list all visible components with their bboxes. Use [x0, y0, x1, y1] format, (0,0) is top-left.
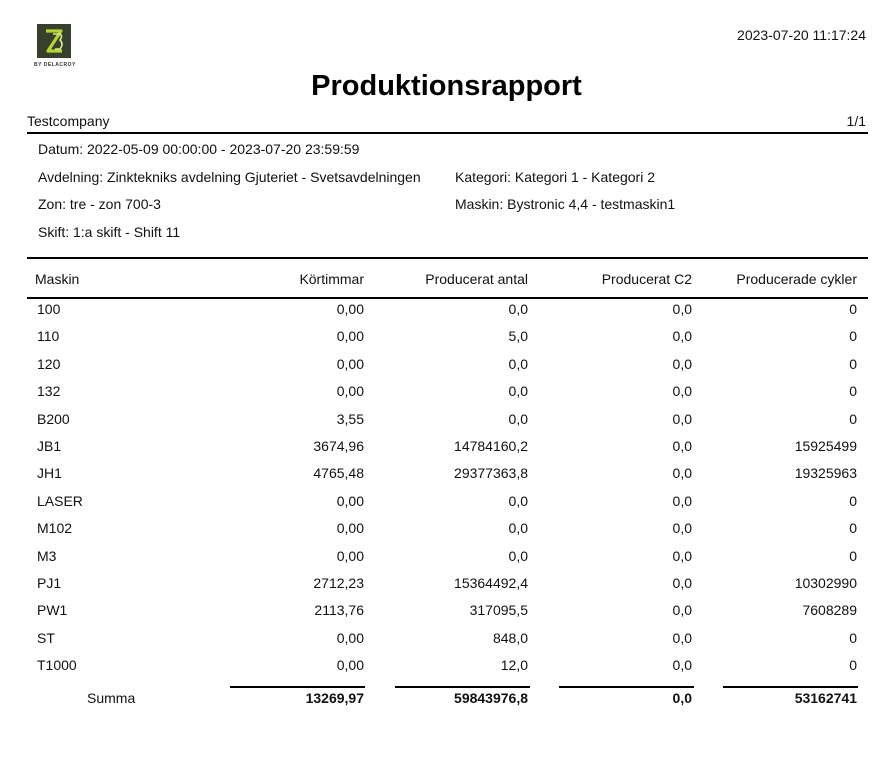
cell-producerade-cykler: 0	[849, 657, 857, 674]
cell-producerade-cykler: 10302990	[794, 575, 857, 591]
table-row	[0, 548, 893, 575]
cell-kortimmar: 0,00	[336, 355, 364, 372]
total-line	[559, 686, 694, 688]
filter-machine: Maskin: Bystronic 4,4 - testmaskin1	[455, 196, 676, 212]
cell-producerat-antal: 5,0	[508, 328, 528, 345]
cell-producerat-antal: 0,0	[508, 492, 528, 509]
cell-maskin: ST	[37, 629, 55, 646]
total-producerade-cykler: 53162741	[794, 690, 857, 706]
page-title: Produktionsrapport	[311, 70, 582, 102]
cell-producerat-antal: 0,0	[508, 355, 528, 372]
cell-producerat-c2: 0,0	[672, 575, 692, 591]
cell-producerat-c2: 0,0	[672, 547, 692, 564]
cell-producerat-antal: 0,0	[508, 301, 528, 317]
cell-producerade-cykler: 0	[849, 492, 857, 509]
cell-producerade-cykler: 0	[849, 383, 857, 400]
table-row	[0, 657, 893, 684]
cell-producerat-c2: 0,0	[672, 438, 692, 454]
total-kortimmar: 13269,97	[305, 690, 364, 706]
cell-producerat-c2: 0,0	[672, 629, 692, 646]
total-producerat-c2: 0,0	[672, 690, 692, 706]
cell-kortimmar: 0,00	[336, 657, 364, 674]
cell-kortimmar: 3,55	[336, 410, 364, 427]
cell-producerat-antal: 29377363,8	[454, 465, 528, 482]
cell-producerat-c2: 0,0	[672, 383, 692, 400]
cell-kortimmar: 4765,48	[313, 465, 364, 482]
cell-maskin: M102	[37, 520, 73, 537]
cell-kortimmar: 0,00	[336, 383, 364, 400]
table-row	[0, 575, 893, 602]
column-header-producerat-c2: Producerat C2	[601, 271, 692, 287]
cell-producerat-c2: 0,0	[672, 328, 692, 345]
column-header-producerat-antal: Producerat antal	[425, 271, 528, 287]
logo-tagline: BY DELACROY	[34, 62, 76, 68]
cell-maskin: PW1	[37, 602, 68, 619]
table-row	[0, 438, 893, 465]
cell-maskin: LASER	[37, 492, 83, 509]
cell-maskin: M3	[37, 547, 57, 564]
cell-kortimmar: 2712,23	[313, 575, 364, 591]
cell-producerat-antal: 0,0	[508, 410, 528, 427]
cell-producerade-cykler: 0	[849, 520, 857, 537]
cell-producerat-c2: 0,0	[672, 602, 692, 619]
total-line	[395, 686, 530, 688]
z-logo-icon	[37, 24, 71, 58]
cell-producerat-antal: 848,0	[492, 629, 528, 646]
cell-producerat-c2: 0,0	[672, 355, 692, 372]
cell-producerat-antal: 317095,5	[469, 602, 528, 619]
table-header-divider	[27, 297, 868, 299]
filter-date: Datum: 2022-05-09 00:00:00 - 2023-07-20 23:59:59	[38, 141, 360, 157]
total-producerat-antal: 59843976,8	[454, 690, 528, 706]
cell-producerat-c2: 0,0	[672, 410, 692, 427]
filter-department: Avdelning: Zinktekniks avdelning Gjuteriet - Svetsavdelningen	[38, 169, 421, 185]
cell-producerat-antal: 0,0	[508, 383, 528, 400]
cell-producerat-antal: 12,0	[500, 657, 528, 674]
cell-producerat-antal: 0,0	[508, 547, 528, 564]
table-row	[0, 465, 893, 492]
cell-producerade-cykler: 0	[849, 547, 857, 564]
header-divider	[27, 132, 868, 134]
cell-producerade-cykler: 0	[849, 355, 857, 372]
cell-producerade-cykler: 7608289	[802, 602, 857, 619]
cell-kortimmar: 0,00	[336, 547, 364, 564]
table-row	[0, 328, 893, 355]
cell-producerat-c2: 0,0	[672, 492, 692, 509]
cell-maskin: B200	[37, 410, 70, 427]
cell-maskin: 120	[37, 355, 61, 372]
cell-producerat-antal: 15364492,4	[454, 575, 528, 591]
cell-producerat-antal: 0,0	[508, 520, 528, 537]
cell-maskin: JB1	[37, 438, 62, 454]
cell-producerade-cykler: 15925499	[794, 438, 857, 454]
table-row	[0, 301, 893, 328]
table-row	[0, 493, 893, 520]
cell-maskin: 132	[37, 383, 61, 400]
company-name: Testcompany	[27, 113, 110, 129]
cell-kortimmar: 0,00	[336, 492, 364, 509]
cell-maskin: T1000	[37, 657, 77, 674]
cell-kortimmar: 0,00	[336, 301, 364, 317]
cell-kortimmar: 0,00	[336, 328, 364, 345]
total-line	[230, 686, 365, 688]
cell-producerat-c2: 0,0	[672, 520, 692, 537]
table-top-divider	[27, 257, 868, 259]
cell-maskin: JH1	[37, 465, 62, 482]
cell-producerat-antal: 14784160,2	[454, 438, 528, 454]
cell-producerade-cykler: 0	[849, 629, 857, 646]
cell-producerade-cykler: 19325963	[794, 465, 857, 482]
cell-kortimmar: 3674,96	[313, 438, 364, 454]
cell-producerade-cykler: 0	[849, 328, 857, 345]
cell-producerade-cykler: 0	[849, 410, 857, 427]
table-row	[0, 356, 893, 383]
filter-zone: Zon: tre - zon 700-3	[38, 196, 161, 212]
column-header-maskin: Maskin	[35, 271, 80, 287]
cell-maskin: 100	[37, 301, 61, 317]
table-row	[0, 383, 893, 410]
filter-shift: Skift: 1:a skift - Shift 11	[38, 224, 181, 240]
cell-kortimmar: 2113,76	[314, 602, 364, 619]
table-row	[0, 630, 893, 657]
column-header-kortimmar: Körtimmar	[299, 271, 364, 287]
column-header-producerade-cykler: Producerade cykler	[736, 271, 857, 287]
table-row	[0, 520, 893, 547]
company-logo	[34, 24, 74, 68]
cell-maskin: 110	[37, 328, 60, 345]
cell-kortimmar: 0,00	[336, 629, 364, 646]
page-count: 1/1	[846, 113, 866, 129]
cell-producerat-c2: 0,0	[672, 657, 692, 674]
report-timestamp: 2023-07-20 11:17:24	[737, 27, 866, 43]
table-row	[0, 411, 893, 438]
total-line	[723, 686, 858, 688]
cell-kortimmar: 0,00	[336, 520, 364, 537]
table-row	[0, 602, 893, 629]
filter-category: Kategori: Kategori 1 - Kategori 2	[455, 169, 656, 185]
cell-producerat-c2: 0,0	[672, 465, 692, 482]
cell-producerade-cykler: 0	[849, 301, 857, 317]
cell-maskin: PJ1	[37, 575, 62, 591]
cell-producerat-c2: 0,0	[672, 301, 692, 317]
total-label: Summa	[87, 690, 136, 706]
